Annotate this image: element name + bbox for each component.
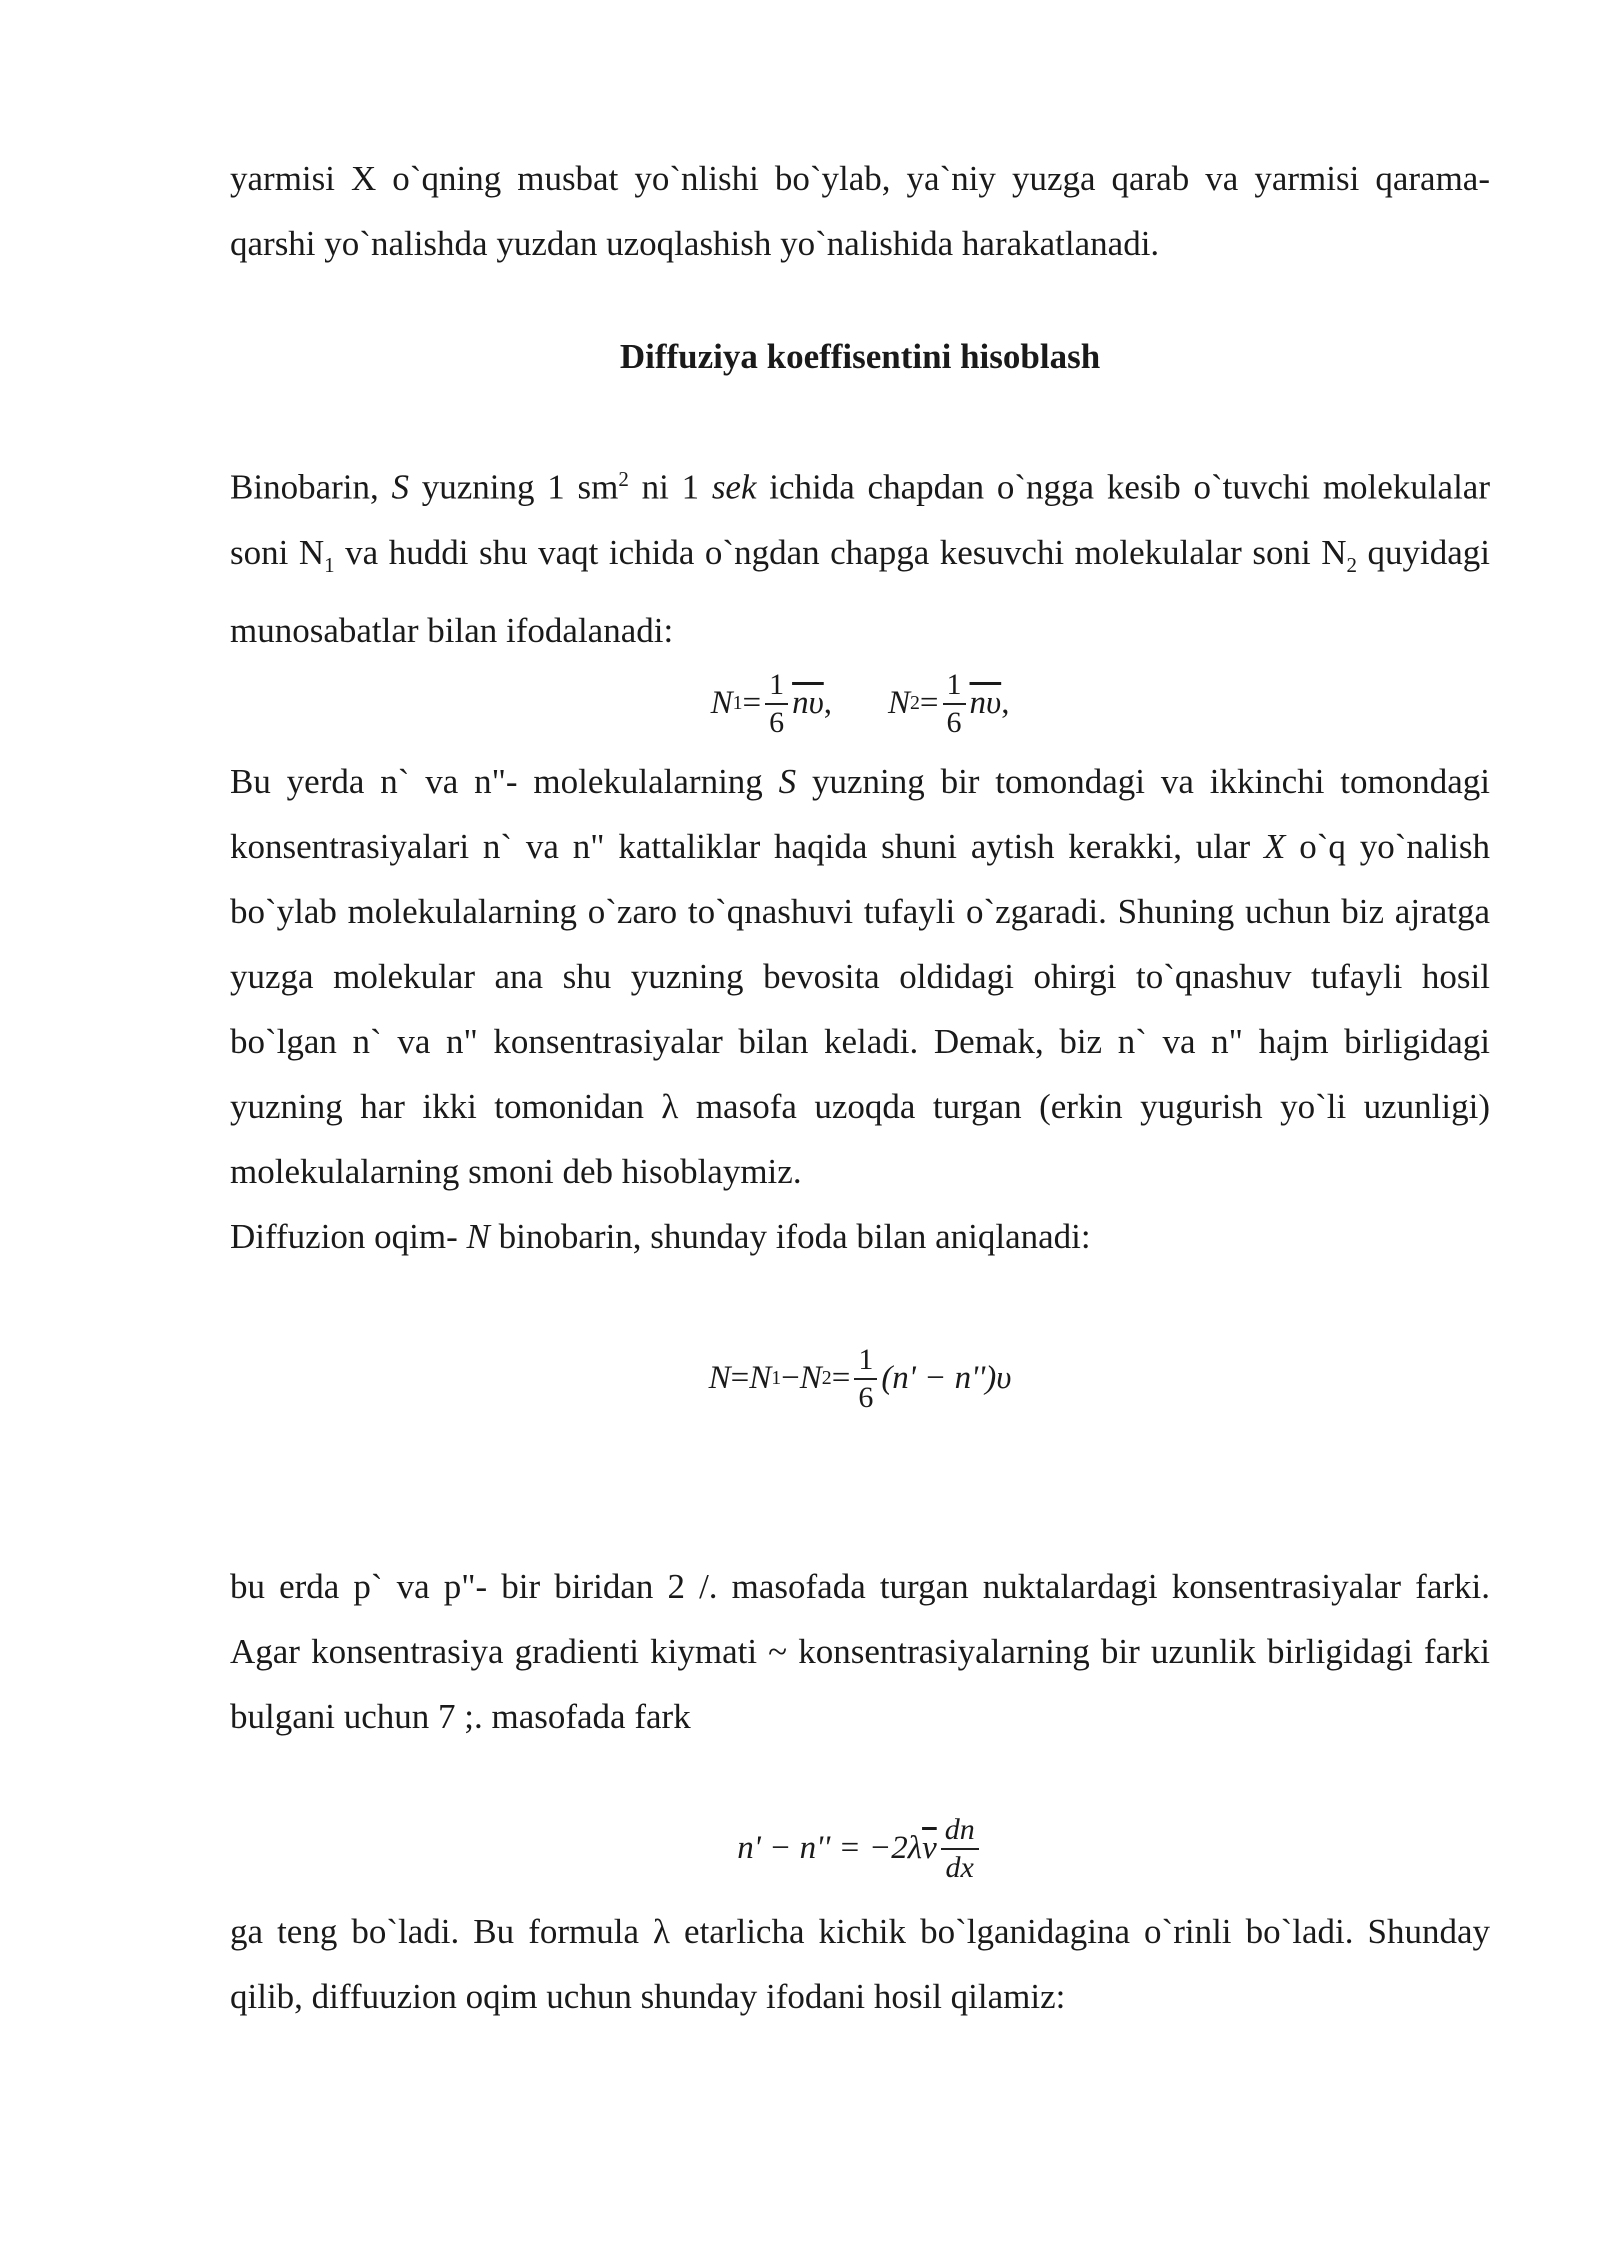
eq-equals: = xyxy=(742,685,762,722)
text-run: Binobarin, xyxy=(230,467,392,507)
eq-subscript: 1 xyxy=(771,1366,782,1389)
text-run: Diffuzion oqim- xyxy=(230,1216,467,1256)
text-run: ichida chapdan o`ngga kesib o`tuvchi molekulalar soni N xyxy=(230,467,1490,572)
symbol-s: S xyxy=(391,467,409,507)
text-run: Bu yerda n` va n"- molekulalarning xyxy=(230,761,779,801)
symbol-n: N xyxy=(466,1216,490,1256)
eq-symbol: N xyxy=(799,1360,822,1397)
equation-n1 xyxy=(711,669,832,738)
spacer xyxy=(230,1434,1490,1554)
subscript-2: 2 xyxy=(1346,552,1357,577)
section-title: Diffuziya koeffisentini hisoblash xyxy=(619,337,1101,376)
eq-equals: = xyxy=(919,685,939,722)
eq-comma: , xyxy=(1001,685,1010,722)
document-body xyxy=(230,146,1490,2029)
numerator: dn xyxy=(941,1814,979,1850)
fraction xyxy=(943,669,966,738)
paragraph-4 xyxy=(230,1204,1490,1269)
spacer xyxy=(230,389,1490,447)
eq-comma: , xyxy=(823,685,832,722)
text-run: quyidagi munosabatlar bilan ifodalanadi: xyxy=(230,532,1491,650)
denominator: 6 xyxy=(946,705,962,739)
fraction xyxy=(941,1814,979,1883)
unit-sek: sek xyxy=(711,467,757,507)
paragraph-6: ga teng bo`ladi. Bu formula λ etarlicha kichik bo`lganidagina o`rinli bo`ladi. Shunday qilib, diffuuzion oqim uchun shunday ifodani hosil qilamiz: xyxy=(230,1911,1490,2016)
fraction xyxy=(765,669,788,738)
symbol-s: S xyxy=(778,761,797,801)
paragraph-2 xyxy=(230,447,1490,663)
text-run: yuzning 1 sm xyxy=(408,467,619,507)
paragraph-1-line-2: qarshi yo`nalishda yuzdan uzoqlashish yo`nalishida harakatlanadi. xyxy=(230,224,1160,263)
numerator: 1 xyxy=(943,669,966,705)
text-run: binobarin, shunday ifoda bilan aniqlanadi: xyxy=(489,1216,1091,1256)
numerator: 1 xyxy=(765,669,788,705)
equation-n2 xyxy=(888,669,1009,738)
numerator: 1 xyxy=(854,1344,877,1380)
equation-diffusion-flux xyxy=(230,1324,1490,1434)
fraction xyxy=(854,1344,877,1413)
equation-n1-n2 xyxy=(230,659,1490,749)
paragraph-5: bu erda p` va p"- bir biridan 2 /. masofada turgan nuktalardagi konsentrasiyalar farki. Agar konsentrasiya gradienti kiymati ~ konsentrasiyalarning bir uzunlik birligidagi farki bulgani uchun 7 ;. masofada fark xyxy=(230,1566,1490,1736)
eq-subscript: 2 xyxy=(821,1366,832,1389)
eq-subscript: 2 xyxy=(910,691,920,714)
eq-term: n' − n'' = −2λ xyxy=(737,1830,923,1867)
symbol-x: X xyxy=(1264,826,1286,866)
eq-equals: = xyxy=(730,1360,750,1397)
eq-term: $\overline{n\upsilon}$ xyxy=(792,685,824,722)
eq-subscript: 1 xyxy=(732,691,743,714)
eq-term: $\overline{n\upsilon}$ xyxy=(969,685,1002,722)
text-run: ni 1 xyxy=(628,467,712,507)
subscript-1: 1 xyxy=(324,552,335,577)
denominator: 6 xyxy=(858,1380,874,1414)
superscript-2: 2 xyxy=(618,467,629,491)
eq-minus: − xyxy=(781,1360,800,1397)
text-run: yuzning bir tomondagi va ikkinchi tomondagi konsentrasiyalari n` va n" kattaliklar haqida shuni aytish kerakki, ular xyxy=(230,761,1490,866)
denominator: 6 xyxy=(769,705,785,739)
eq-symbol: N xyxy=(888,685,911,722)
eq-velocity: $\overline{v}$ xyxy=(922,1830,937,1867)
eq-symbol: N xyxy=(708,1360,731,1397)
denominator: dx xyxy=(945,1850,974,1884)
eq-equals: = xyxy=(831,1360,851,1397)
equation-concentration-difference xyxy=(230,1799,1490,1899)
paragraph-3 xyxy=(230,749,1490,1204)
paragraph-1-line-1: yarmisi X o`qning musbat yo`nlishi bo`ylab, ya`niy yuzga qarab va yarmisi qarama- xyxy=(230,159,1490,198)
text-run: o`q yo`nalish bo`ylab molekulalarning o`zaro to`qnashuvi tufayli o`zgaradi. Shuning uchun biz ajratga yuzga molekular ana shu yuzning bevosita oldidagi ohirgi to`qnashuv tufayli hosil bo`lgan n` va n" konsentrasiyalar bilan keladi. Demak, biz n` va n" hajm birligidagi yuzning har ikki tomonidan λ masofa uzoqda turgan (erkin yugurish yo`li uzunligi) molekulalarning smoni deb hisoblaymiz. xyxy=(230,826,1490,1191)
eq-symbol: N xyxy=(710,685,733,722)
eq-term: (n' − n'')υ xyxy=(881,1360,1012,1397)
text-run: va huddi shu vaqt ichida o`ngdan chapga kesuvchi molekulalar soni N xyxy=(334,532,1347,572)
eq-symbol: N xyxy=(749,1360,772,1397)
